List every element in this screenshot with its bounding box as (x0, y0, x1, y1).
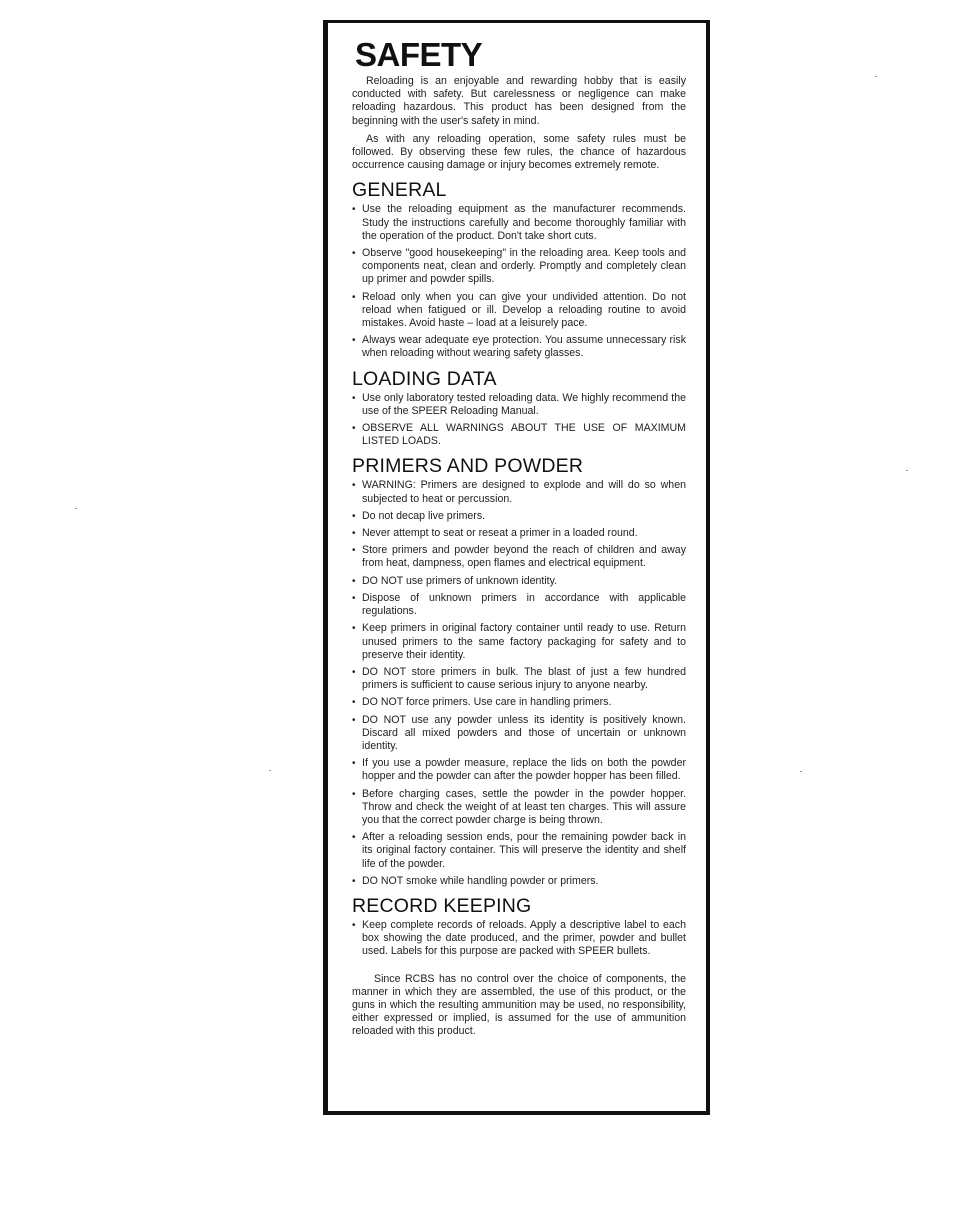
scan-speck (906, 470, 908, 471)
page-title: SAFETY (355, 36, 483, 73)
section-heading: PRIMERS AND POWDER (352, 455, 584, 478)
scan-speck (269, 770, 271, 771)
list-item: • Do not decap live primers. (352, 510, 686, 523)
section-primers-and-powder (352, 456, 686, 887)
intro-paragraph: As with any reloading operation, some safety rules must be followed. By observing these few rules, the chance of hazardous occurrence causing damage or injury becomes extremely remote. (352, 132, 686, 172)
list-item: • DO NOT use primers of unknown identity. (352, 575, 686, 588)
section-general (352, 180, 686, 360)
scan-speck (75, 508, 77, 509)
list-item: • After a reloading session ends, pour the remaining powder back in its original factory container. This will preserve the identity and shelf life of the powder. (352, 831, 686, 871)
list-item: • Store primers and powder beyond the reach of children and away from heat, dampness, open flames and electrical equipment. (352, 544, 686, 570)
scan-speck (875, 76, 877, 77)
section-record-keeping (352, 896, 686, 959)
list-item: • Never attempt to seat or reseat a primer in a loaded round. (352, 527, 686, 540)
section-heading: GENERAL (352, 179, 447, 202)
list-item: • Use the reloading equipment as the manufacturer recommends. Study the instructions carefully and become thoroughly familiar with the operation of the product. Don't take short cuts. (352, 203, 686, 243)
list-item: • If you use a powder measure, replace the lids on both the powder hopper and the powder can after the powder hopper has been filled. (352, 757, 686, 783)
section-heading: RECORD KEEPING (352, 894, 532, 917)
list-item: • OBSERVE ALL WARNINGS ABOUT THE USE OF MAXIMUM LISTED LOADS. (352, 422, 686, 448)
bullet-list (352, 203, 686, 360)
disclaimer-paragraph: Since RCBS has no control over the choice of components, the manner in which they are assembled, the use of this product, or the guns in which the resulting ammunition may be used, no responsibility, either expressed or implied, is assumed for the use of ammunition reloaded with this product. (352, 972, 686, 1038)
list-item: • DO NOT smoke while handling powder or primers. (352, 875, 686, 888)
safety-panel (323, 20, 710, 1115)
list-item: • Always wear adequate eye protection. You assume unnecessary risk when reloading without wearing safety glasses. (352, 334, 686, 360)
list-item: • Keep complete records of reloads. Apply a descriptive label to each box showing the date produced, and the primer, powder and bullet used. Labels for this purpose are packed with SPEER bullets. (352, 919, 686, 959)
section-heading: LOADING DATA (352, 367, 497, 390)
list-item: • Observe "good housekeeping" in the reloading area. Keep tools and components neat, clean and orderly. Promptly and completely clean up primer and powder spills. (352, 247, 686, 287)
section-loading-data (352, 369, 686, 449)
list-item: • Reload only when you can give your undivided attention. Do not reload when fatigued or ill. Develop a reloading routine to avoid mistakes. Avoid haste – load at a leisurely pace. (352, 291, 686, 331)
list-item: • WARNING: Primers are designed to explode and will do so when subjected to heat or percussion. (352, 479, 686, 505)
bullet-list (352, 919, 686, 959)
intro-paragraph: Reloading is an enjoyable and rewarding hobby that is easily conducted with safety. But carelessness or negligence can make reloading hazardous. This product has been designed from the beginning with the user's safety in mind. (352, 75, 686, 127)
list-item: • Use only laboratory tested reloading data. We highly recommend the use of the SPEER Reloading Manual. (352, 392, 686, 418)
list-item: • Keep primers in original factory container until ready to use. Return unused primers to the same factory packaging for safety and to preserve their identity. (352, 622, 686, 662)
scan-speck (800, 771, 802, 772)
list-item: • DO NOT use any powder unless its identity is positively known. Discard all mixed powders and those of uncertain or unknown identity. (352, 714, 686, 754)
list-item: • Dispose of unknown primers in accordance with applicable regulations. (352, 592, 686, 618)
bullet-list (352, 392, 686, 449)
list-item: • DO NOT store primers in bulk. The blast of just a few hundred primers is sufficient to cause serious injury to anyone nearby. (352, 666, 686, 692)
list-item: • DO NOT force primers. Use care in handling primers. (352, 696, 686, 709)
bullet-list (352, 479, 686, 887)
list-item: • Before charging cases, settle the powder in the powder hopper. Throw and check the weight of at least ten charges. This will assure you that the correct powder charge is being thrown. (352, 788, 686, 828)
